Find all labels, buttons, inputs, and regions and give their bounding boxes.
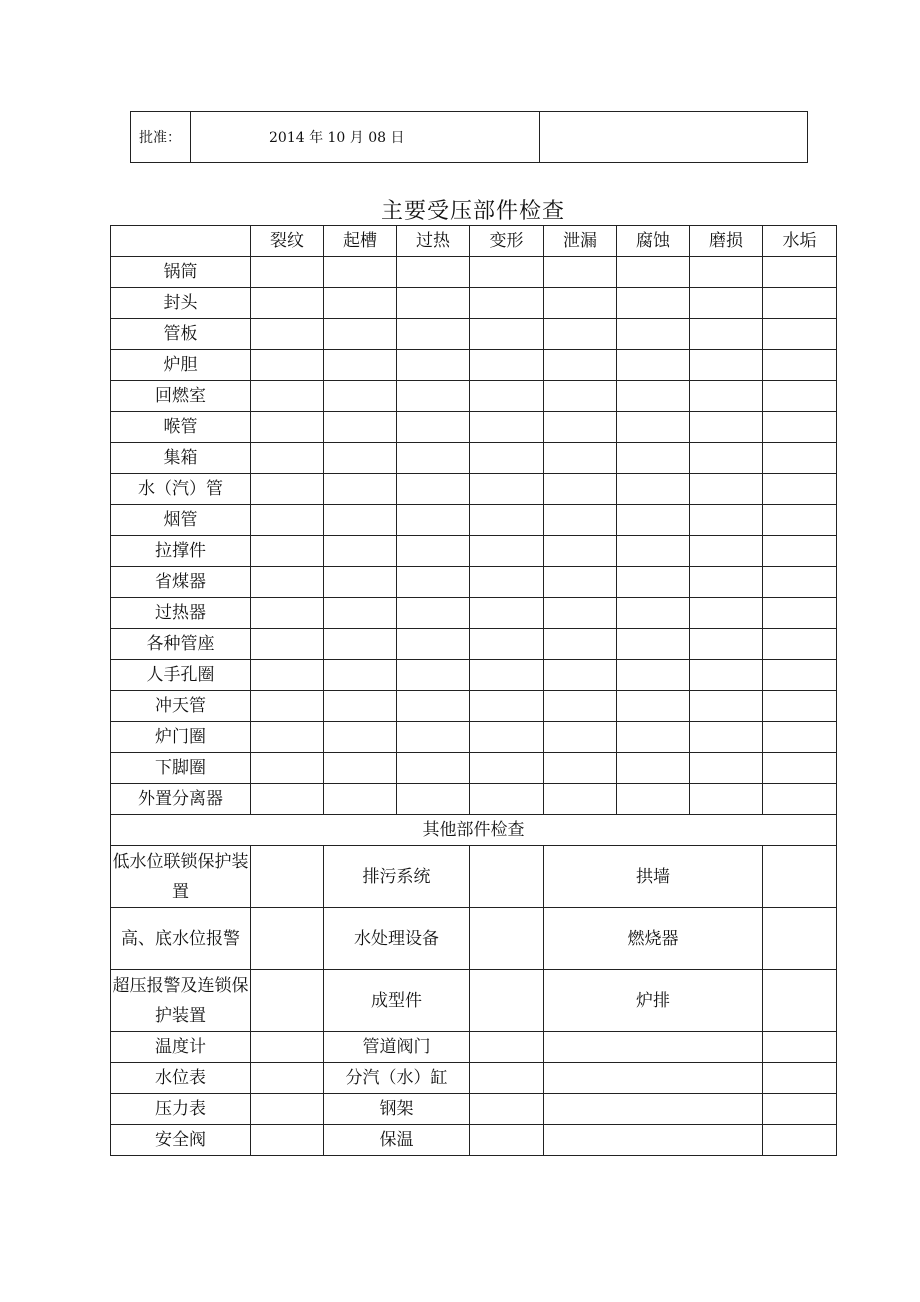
check-cell[interactable] — [690, 567, 763, 598]
check-cell[interactable] — [763, 691, 837, 722]
check-cell[interactable] — [324, 784, 397, 815]
other-part-name: 排污系统 — [324, 846, 470, 908]
check-cell[interactable] — [470, 381, 544, 412]
check-cell[interactable] — [544, 784, 617, 815]
check-cell[interactable] — [397, 598, 470, 629]
column-header: 水垢 — [763, 226, 837, 257]
check-cell[interactable] — [617, 753, 690, 784]
check-cell[interactable] — [617, 319, 690, 350]
check-cell[interactable] — [690, 784, 763, 815]
check-cell[interactable] — [324, 474, 397, 505]
check-cell[interactable] — [763, 660, 837, 691]
check-cell[interactable] — [324, 691, 397, 722]
check-cell[interactable] — [617, 629, 690, 660]
table-row — [111, 319, 837, 350]
table-row — [111, 629, 837, 660]
check-cell[interactable] — [763, 288, 837, 319]
check-cell[interactable] — [251, 381, 324, 412]
check-cell[interactable] — [397, 753, 470, 784]
table-row — [111, 350, 837, 381]
check-cell[interactable] — [544, 505, 617, 536]
check-cell[interactable] — [690, 350, 763, 381]
other-part-name: 安全阀 — [111, 1125, 251, 1156]
check-cell[interactable] — [617, 412, 690, 443]
part-name: 管板 — [111, 319, 251, 350]
part-name: 冲天管 — [111, 691, 251, 722]
other-part-name: 温度计 — [111, 1032, 251, 1063]
check-cell[interactable] — [470, 257, 544, 288]
other-part-name: 超压报警及连锁保护装置 — [111, 970, 251, 1032]
check-cell[interactable] — [251, 350, 324, 381]
check-cell[interactable] — [251, 505, 324, 536]
part-name: 回燃室 — [111, 381, 251, 412]
check-cell[interactable] — [397, 350, 470, 381]
part-name: 炉门圈 — [111, 722, 251, 753]
check-cell[interactable] — [690, 536, 763, 567]
check-cell[interactable] — [544, 350, 617, 381]
table-row — [111, 846, 837, 908]
check-cell[interactable] — [397, 784, 470, 815]
table-row — [111, 505, 837, 536]
check-cell[interactable] — [397, 288, 470, 319]
check-cell[interactable] — [251, 567, 324, 598]
header-blank-cell — [111, 226, 251, 257]
check-cell[interactable] — [251, 536, 324, 567]
check-cell[interactable] — [544, 753, 617, 784]
check-cell[interactable] — [544, 691, 617, 722]
table-row — [111, 1125, 837, 1156]
result-cell[interactable] — [763, 1094, 837, 1125]
check-cell[interactable] — [324, 412, 397, 443]
part-name: 水（汽）管 — [111, 474, 251, 505]
check-cell[interactable] — [544, 598, 617, 629]
other-part-name: 成型件 — [324, 970, 470, 1032]
column-header: 腐蚀 — [617, 226, 690, 257]
table-row — [111, 412, 837, 443]
check-cell[interactable] — [544, 629, 617, 660]
check-cell[interactable] — [617, 598, 690, 629]
result-cell[interactable] — [251, 1125, 324, 1156]
result-cell[interactable] — [544, 1125, 763, 1156]
check-cell[interactable] — [544, 257, 617, 288]
check-cell[interactable] — [470, 536, 544, 567]
check-cell[interactable] — [470, 288, 544, 319]
table-row — [111, 1094, 837, 1125]
check-cell[interactable] — [251, 474, 324, 505]
check-cell[interactable] — [251, 784, 324, 815]
check-cell[interactable] — [251, 319, 324, 350]
check-cell[interactable] — [470, 412, 544, 443]
result-cell[interactable] — [763, 970, 837, 1032]
check-cell[interactable] — [397, 412, 470, 443]
check-cell[interactable] — [324, 753, 397, 784]
part-name: 烟管 — [111, 505, 251, 536]
check-cell[interactable] — [251, 443, 324, 474]
check-cell[interactable] — [617, 691, 690, 722]
check-cell[interactable] — [324, 536, 397, 567]
check-cell[interactable] — [763, 722, 837, 753]
check-cell[interactable] — [470, 505, 544, 536]
table-row — [111, 908, 837, 970]
check-cell[interactable] — [470, 660, 544, 691]
table-row — [111, 722, 837, 753]
check-cell[interactable] — [397, 381, 470, 412]
table-row — [111, 567, 837, 598]
check-cell[interactable] — [397, 660, 470, 691]
check-cell[interactable] — [544, 412, 617, 443]
part-name: 省煤器 — [111, 567, 251, 598]
approval-label: 批准： — [131, 112, 191, 163]
table-row — [111, 598, 837, 629]
column-header: 变形 — [470, 226, 544, 257]
other-part-name: 拱墙 — [544, 846, 763, 908]
check-cell[interactable] — [617, 350, 690, 381]
part-name: 外置分离器 — [111, 784, 251, 815]
check-cell[interactable] — [763, 350, 837, 381]
result-cell[interactable] — [251, 1032, 324, 1063]
result-cell[interactable] — [470, 1125, 544, 1156]
part-name: 拉撑件 — [111, 536, 251, 567]
other-part-name: 钢架 — [324, 1094, 470, 1125]
inspection-table — [110, 225, 837, 1156]
result-cell[interactable] — [251, 846, 324, 908]
approval-blank-cell[interactable] — [540, 112, 808, 163]
check-cell[interactable] — [690, 381, 763, 412]
check-cell[interactable] — [763, 753, 837, 784]
column-header: 泄漏 — [544, 226, 617, 257]
column-header: 裂纹 — [251, 226, 324, 257]
check-cell[interactable] — [617, 257, 690, 288]
table-row — [111, 660, 837, 691]
check-cell[interactable] — [470, 474, 544, 505]
check-cell[interactable] — [544, 319, 617, 350]
check-cell[interactable] — [470, 784, 544, 815]
check-cell[interactable] — [397, 722, 470, 753]
check-cell[interactable] — [763, 474, 837, 505]
check-cell[interactable] — [470, 691, 544, 722]
check-cell[interactable] — [251, 691, 324, 722]
check-cell[interactable] — [763, 505, 837, 536]
check-cell[interactable] — [251, 660, 324, 691]
check-cell[interactable] — [470, 350, 544, 381]
table-row — [111, 257, 837, 288]
other-part-name: 水处理设备 — [324, 908, 470, 970]
check-cell[interactable] — [324, 288, 397, 319]
check-cell[interactable] — [324, 319, 397, 350]
check-cell[interactable] — [763, 381, 837, 412]
check-cell[interactable] — [763, 257, 837, 288]
approval-date: 2014 年 10 月 08 日 — [269, 130, 405, 146]
result-cell[interactable] — [251, 1063, 324, 1094]
check-cell[interactable] — [470, 722, 544, 753]
check-cell[interactable] — [763, 443, 837, 474]
check-cell[interactable] — [544, 660, 617, 691]
result-cell[interactable] — [251, 1094, 324, 1125]
other-part-name: 炉排 — [544, 970, 763, 1032]
check-cell[interactable] — [544, 443, 617, 474]
result-cell[interactable] — [470, 846, 544, 908]
check-cell[interactable] — [617, 722, 690, 753]
check-cell[interactable] — [690, 722, 763, 753]
result-cell[interactable] — [470, 1094, 544, 1125]
table-row — [111, 443, 837, 474]
check-cell[interactable] — [397, 629, 470, 660]
check-cell[interactable] — [690, 412, 763, 443]
part-name: 过热器 — [111, 598, 251, 629]
check-cell[interactable] — [544, 474, 617, 505]
check-cell[interactable] — [544, 567, 617, 598]
other-part-name: 压力表 — [111, 1094, 251, 1125]
other-part-name: 燃烧器 — [544, 908, 763, 970]
result-cell[interactable] — [544, 1032, 763, 1063]
result-cell[interactable] — [251, 970, 324, 1032]
table-row — [111, 288, 837, 319]
result-cell[interactable] — [763, 1032, 837, 1063]
check-cell[interactable] — [324, 505, 397, 536]
check-cell[interactable] — [470, 629, 544, 660]
check-cell[interactable] — [397, 505, 470, 536]
table-row — [111, 1063, 837, 1094]
check-cell[interactable] — [470, 567, 544, 598]
table-row — [111, 1032, 837, 1063]
column-header: 磨损 — [690, 226, 763, 257]
check-cell[interactable] — [690, 319, 763, 350]
check-cell[interactable] — [397, 319, 470, 350]
check-cell[interactable] — [251, 629, 324, 660]
approval-table — [130, 111, 808, 163]
check-cell[interactable] — [251, 412, 324, 443]
check-cell[interactable] — [324, 722, 397, 753]
check-cell[interactable] — [324, 567, 397, 598]
check-cell[interactable] — [617, 536, 690, 567]
other-part-name: 管道阀门 — [324, 1032, 470, 1063]
table-row — [111, 474, 837, 505]
check-cell[interactable] — [251, 257, 324, 288]
check-cell[interactable] — [617, 443, 690, 474]
result-cell[interactable] — [544, 1094, 763, 1125]
check-cell[interactable] — [763, 784, 837, 815]
part-name: 人手孔圈 — [111, 660, 251, 691]
check-cell[interactable] — [397, 257, 470, 288]
check-cell[interactable] — [690, 598, 763, 629]
check-cell[interactable] — [470, 598, 544, 629]
check-cell[interactable] — [763, 319, 837, 350]
table-row — [111, 753, 837, 784]
check-cell[interactable] — [617, 505, 690, 536]
result-cell[interactable] — [763, 908, 837, 970]
table-row — [111, 970, 837, 1032]
check-cell[interactable] — [763, 536, 837, 567]
check-cell[interactable] — [690, 691, 763, 722]
result-cell[interactable] — [763, 1063, 837, 1094]
check-cell[interactable] — [544, 381, 617, 412]
result-cell[interactable] — [544, 1063, 763, 1094]
check-cell[interactable] — [397, 474, 470, 505]
table-row — [111, 536, 837, 567]
part-name: 锅筒 — [111, 257, 251, 288]
part-name: 喉管 — [111, 412, 251, 443]
check-cell[interactable] — [690, 288, 763, 319]
column-header: 过热 — [397, 226, 470, 257]
check-cell[interactable] — [690, 753, 763, 784]
other-part-name: 高、底水位报警 — [111, 908, 251, 970]
table-row — [111, 691, 837, 722]
check-cell[interactable] — [690, 660, 763, 691]
check-cell[interactable] — [763, 598, 837, 629]
check-cell[interactable] — [397, 691, 470, 722]
result-cell[interactable] — [470, 908, 544, 970]
check-cell[interactable] — [544, 722, 617, 753]
result-cell[interactable] — [470, 1063, 544, 1094]
check-cell[interactable] — [690, 474, 763, 505]
check-cell[interactable] — [470, 443, 544, 474]
table-row — [111, 784, 837, 815]
other-part-name: 保温 — [324, 1125, 470, 1156]
part-name: 炉胆 — [111, 350, 251, 381]
table-row — [111, 381, 837, 412]
check-cell[interactable] — [324, 629, 397, 660]
part-name: 下脚圈 — [111, 753, 251, 784]
check-cell[interactable] — [690, 257, 763, 288]
check-cell[interactable] — [763, 412, 837, 443]
column-header: 起槽 — [324, 226, 397, 257]
check-cell[interactable] — [251, 288, 324, 319]
check-cell[interactable] — [690, 443, 763, 474]
main-inspection-title: 主要受压部件检查 — [380, 199, 565, 224]
approval-date-cell — [191, 112, 540, 163]
check-cell[interactable] — [397, 536, 470, 567]
other-section-title: 其他部件检查 — [111, 815, 837, 846]
result-cell[interactable] — [470, 1032, 544, 1063]
check-cell[interactable] — [324, 257, 397, 288]
result-cell[interactable] — [763, 1125, 837, 1156]
check-cell[interactable] — [617, 288, 690, 319]
check-cell[interactable] — [251, 598, 324, 629]
part-name: 封头 — [111, 288, 251, 319]
check-cell[interactable] — [544, 536, 617, 567]
check-cell[interactable] — [397, 567, 470, 598]
check-cell[interactable] — [397, 443, 470, 474]
check-cell[interactable] — [324, 350, 397, 381]
other-section-row — [111, 815, 837, 846]
check-cell[interactable] — [324, 381, 397, 412]
check-cell[interactable] — [617, 381, 690, 412]
check-cell[interactable] — [324, 660, 397, 691]
check-cell[interactable] — [617, 784, 690, 815]
check-cell[interactable] — [324, 443, 397, 474]
check-cell[interactable] — [763, 567, 837, 598]
other-part-name: 低水位联锁保护装置 — [111, 846, 251, 908]
check-cell[interactable] — [690, 629, 763, 660]
approval-row — [131, 112, 808, 163]
check-cell[interactable] — [470, 753, 544, 784]
table-header-row — [111, 226, 837, 257]
check-cell[interactable] — [690, 505, 763, 536]
result-cell[interactable] — [251, 908, 324, 970]
result-cell[interactable] — [470, 970, 544, 1032]
check-cell[interactable] — [470, 319, 544, 350]
other-part-name: 分汽（水）缸 — [324, 1063, 470, 1094]
check-cell[interactable] — [763, 629, 837, 660]
check-cell[interactable] — [251, 753, 324, 784]
check-cell[interactable] — [251, 722, 324, 753]
check-cell[interactable] — [617, 474, 690, 505]
check-cell[interactable] — [544, 288, 617, 319]
part-name: 集箱 — [111, 443, 251, 474]
part-name: 各种管座 — [111, 629, 251, 660]
check-cell[interactable] — [617, 567, 690, 598]
check-cell[interactable] — [617, 660, 690, 691]
result-cell[interactable] — [763, 846, 837, 908]
check-cell[interactable] — [324, 598, 397, 629]
other-part-name: 水位表 — [111, 1063, 251, 1094]
